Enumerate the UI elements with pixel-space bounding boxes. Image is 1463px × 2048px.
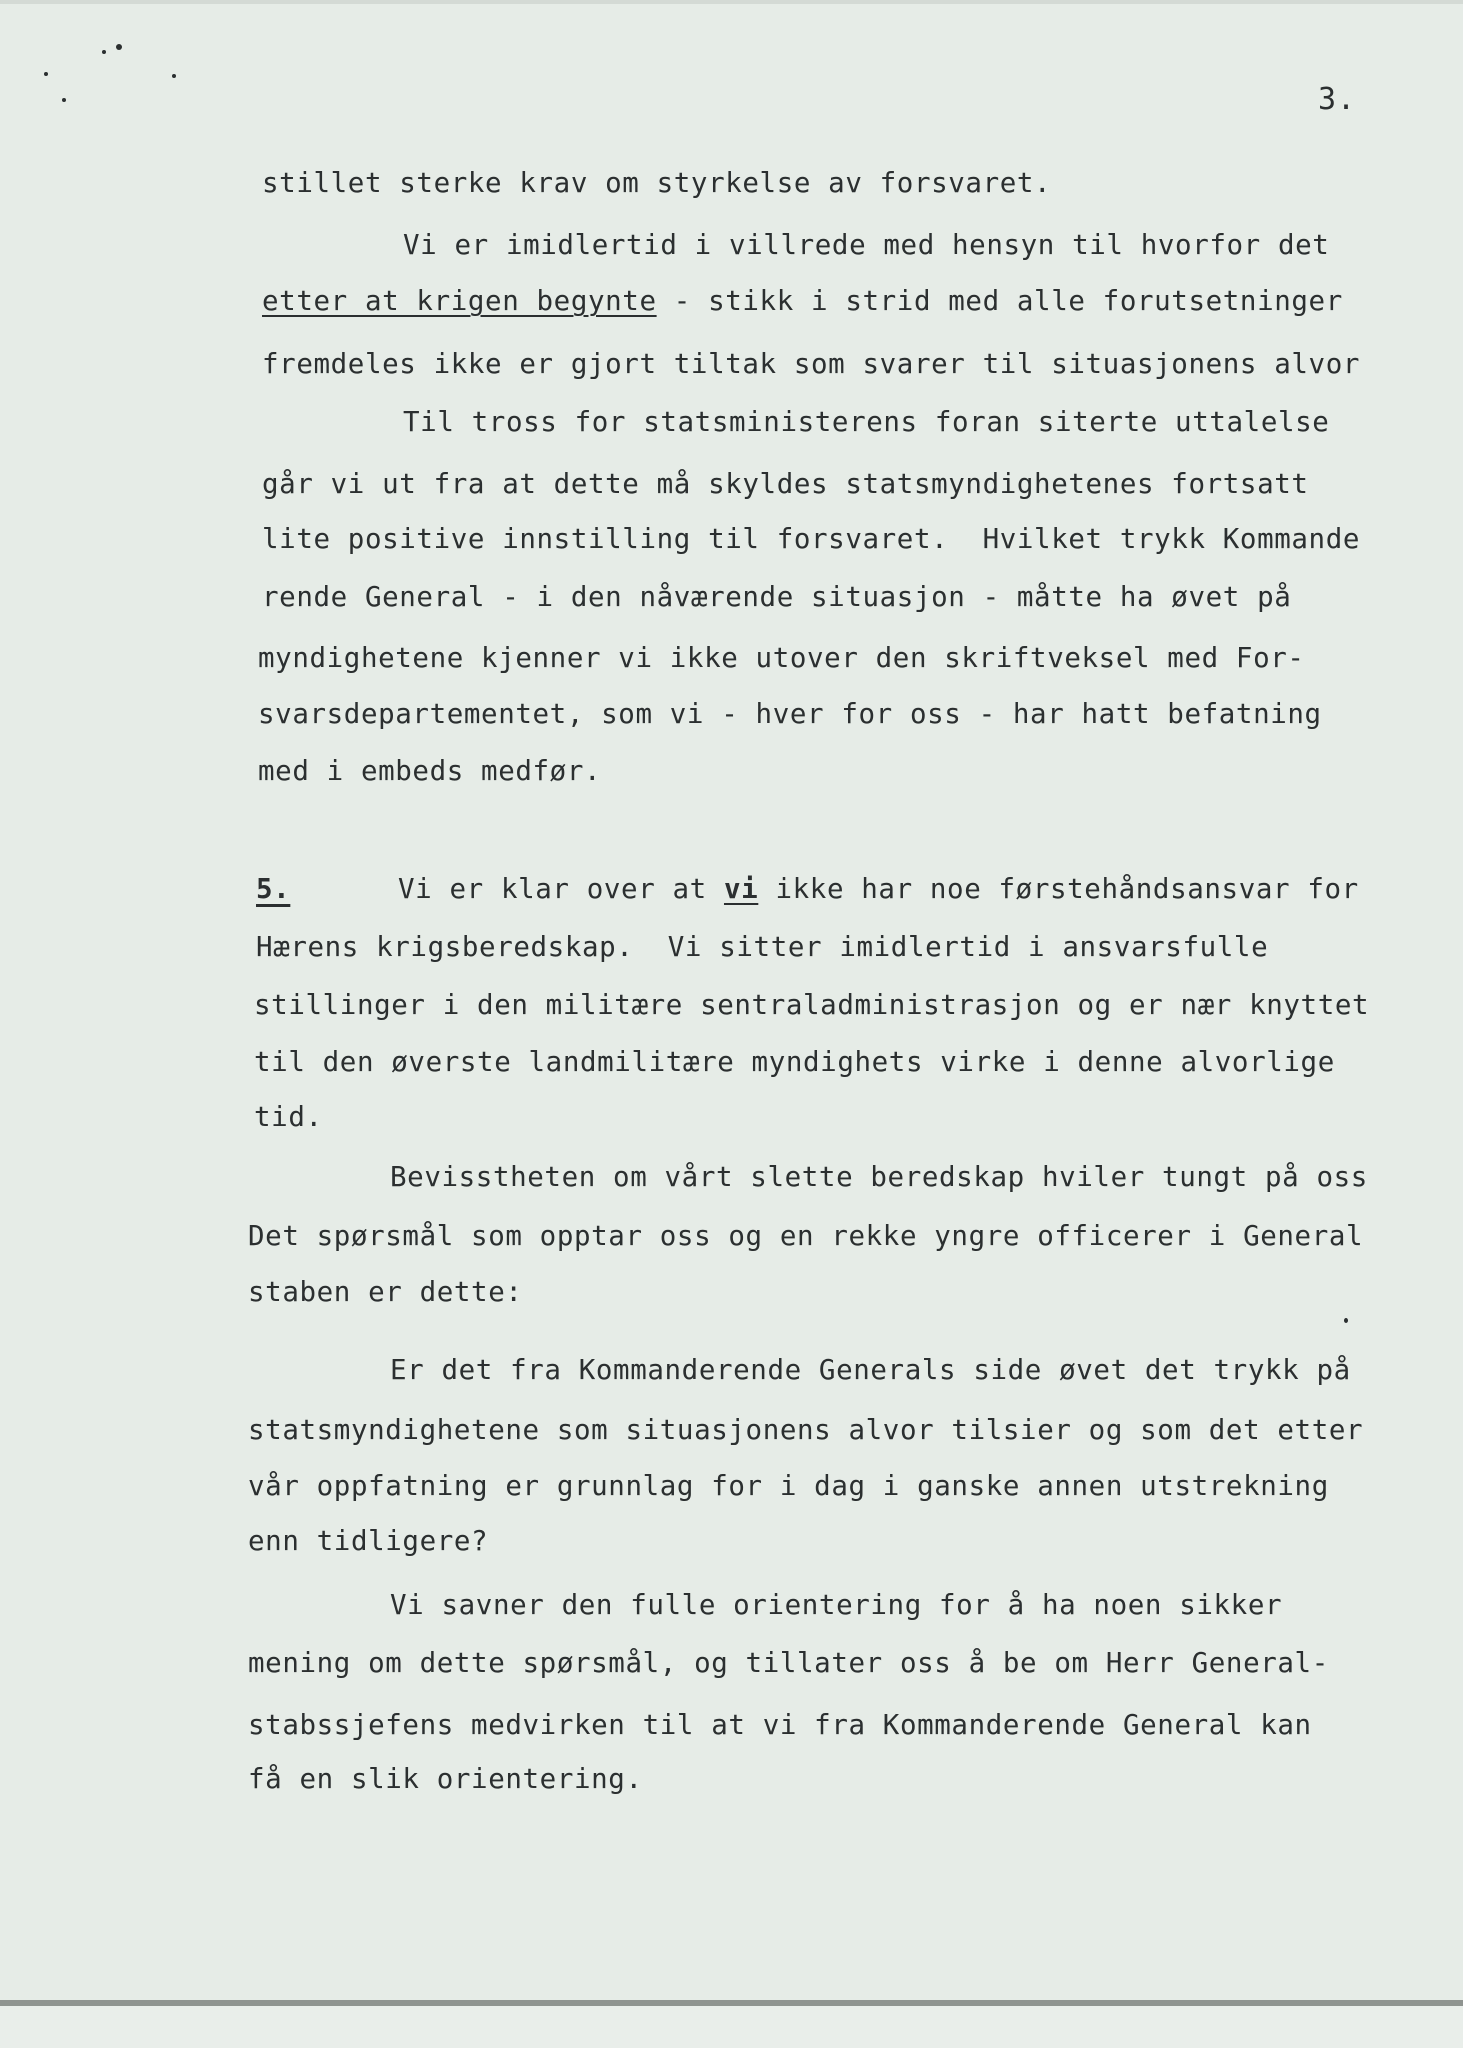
text-line: Vi er imidlertid i villrede med hensyn til hvorfor det — [403, 229, 1330, 261]
text-line: Hærens krigsberedskap. Vi sitter imidlertid i ansvarsfulle — [256, 931, 1269, 963]
section-number — [256, 872, 290, 906]
text-line: tid. — [254, 1101, 323, 1133]
text-line: Vi savner den fulle orientering for å ha noen sikker — [390, 1589, 1283, 1621]
text-line: statsmyndighetene som situasjonens alvor tilsier og som det etter — [248, 1414, 1364, 1446]
text-line: vår oppfatning er grunnlag for i dag i ganske annen utstrekning — [248, 1470, 1329, 1502]
text-line: Til tross for statsministerens foran siterte uttalelse — [403, 406, 1330, 438]
text-line-start: Vi er klar over at — [398, 873, 724, 905]
ink-speck — [102, 50, 106, 54]
ink-speck — [44, 72, 48, 76]
text-line: til den øverste landmilitære myndighets virke i denne alvorlige — [254, 1046, 1335, 1078]
underlined-word: vi — [723, 873, 759, 905]
ink-speck — [62, 98, 66, 102]
page-number: 3. — [1318, 82, 1357, 117]
text-line-rest: - stikk i strid med alle forutsetninger — [656, 285, 1343, 317]
underlined-phrase: etter at krigen begynte — [262, 285, 657, 317]
text-line: få en slik orientering. — [248, 1763, 643, 1795]
text-line: mening om dette spørsmål, og tillater oss å be om Herr General- — [248, 1647, 1329, 1679]
text-line: staben er dette: — [248, 1276, 523, 1308]
text-line: stabssjefens medvirken til at vi fra Kommanderende General kan — [248, 1709, 1312, 1741]
text-line: rende General - i den nåværende situasjon - måtte ha øvet på — [262, 581, 1292, 613]
page-bottom-margin — [0, 2006, 1463, 2048]
text-line: enn tidligere? — [248, 1525, 489, 1557]
text-line: svarsdepartementet, som vi - hver for oss - har hatt befatning — [258, 698, 1322, 730]
text-line: Er det fra Kommanderende Generals side øvet det trykk på — [390, 1354, 1351, 1386]
text-line: Bevisstheten om vårt slette beredskap hviler tungt på oss — [390, 1161, 1368, 1193]
ink-speck — [172, 74, 176, 78]
text-line: lite positive innstilling til forsvaret. Hvilket trykk Kommande — [262, 523, 1361, 555]
text-line-underlined — [398, 872, 1359, 906]
ink-speck — [116, 44, 122, 50]
ink-speck — [1344, 1318, 1348, 1323]
text-line: stillet sterke krav om styrkelse av forsvaret. — [262, 167, 1052, 199]
section-number-label: 5. — [256, 873, 291, 905]
text-line: går vi ut fra at dette må skyldes statsmyndighetenes fortsatt — [262, 468, 1309, 500]
page-top-edge — [0, 0, 1463, 4]
text-line: myndighetene kjenner vi ikke utover den skriftveksel med For- — [258, 642, 1305, 674]
text-line: med i embeds medfør. — [258, 755, 602, 787]
text-line-underlined — [262, 284, 1343, 318]
text-line-rest: ikke har noe førstehåndsansvar for — [758, 873, 1359, 905]
text-line: Det spørsmål som opptar oss og en rekke yngre officerer i General — [248, 1220, 1364, 1252]
text-line: stillinger i den militære sentraladministrasjon og er nær knyttet — [254, 989, 1370, 1021]
text-line: fremdeles ikke er gjort tiltak som svarer til situasjonens alvor — [262, 348, 1361, 380]
